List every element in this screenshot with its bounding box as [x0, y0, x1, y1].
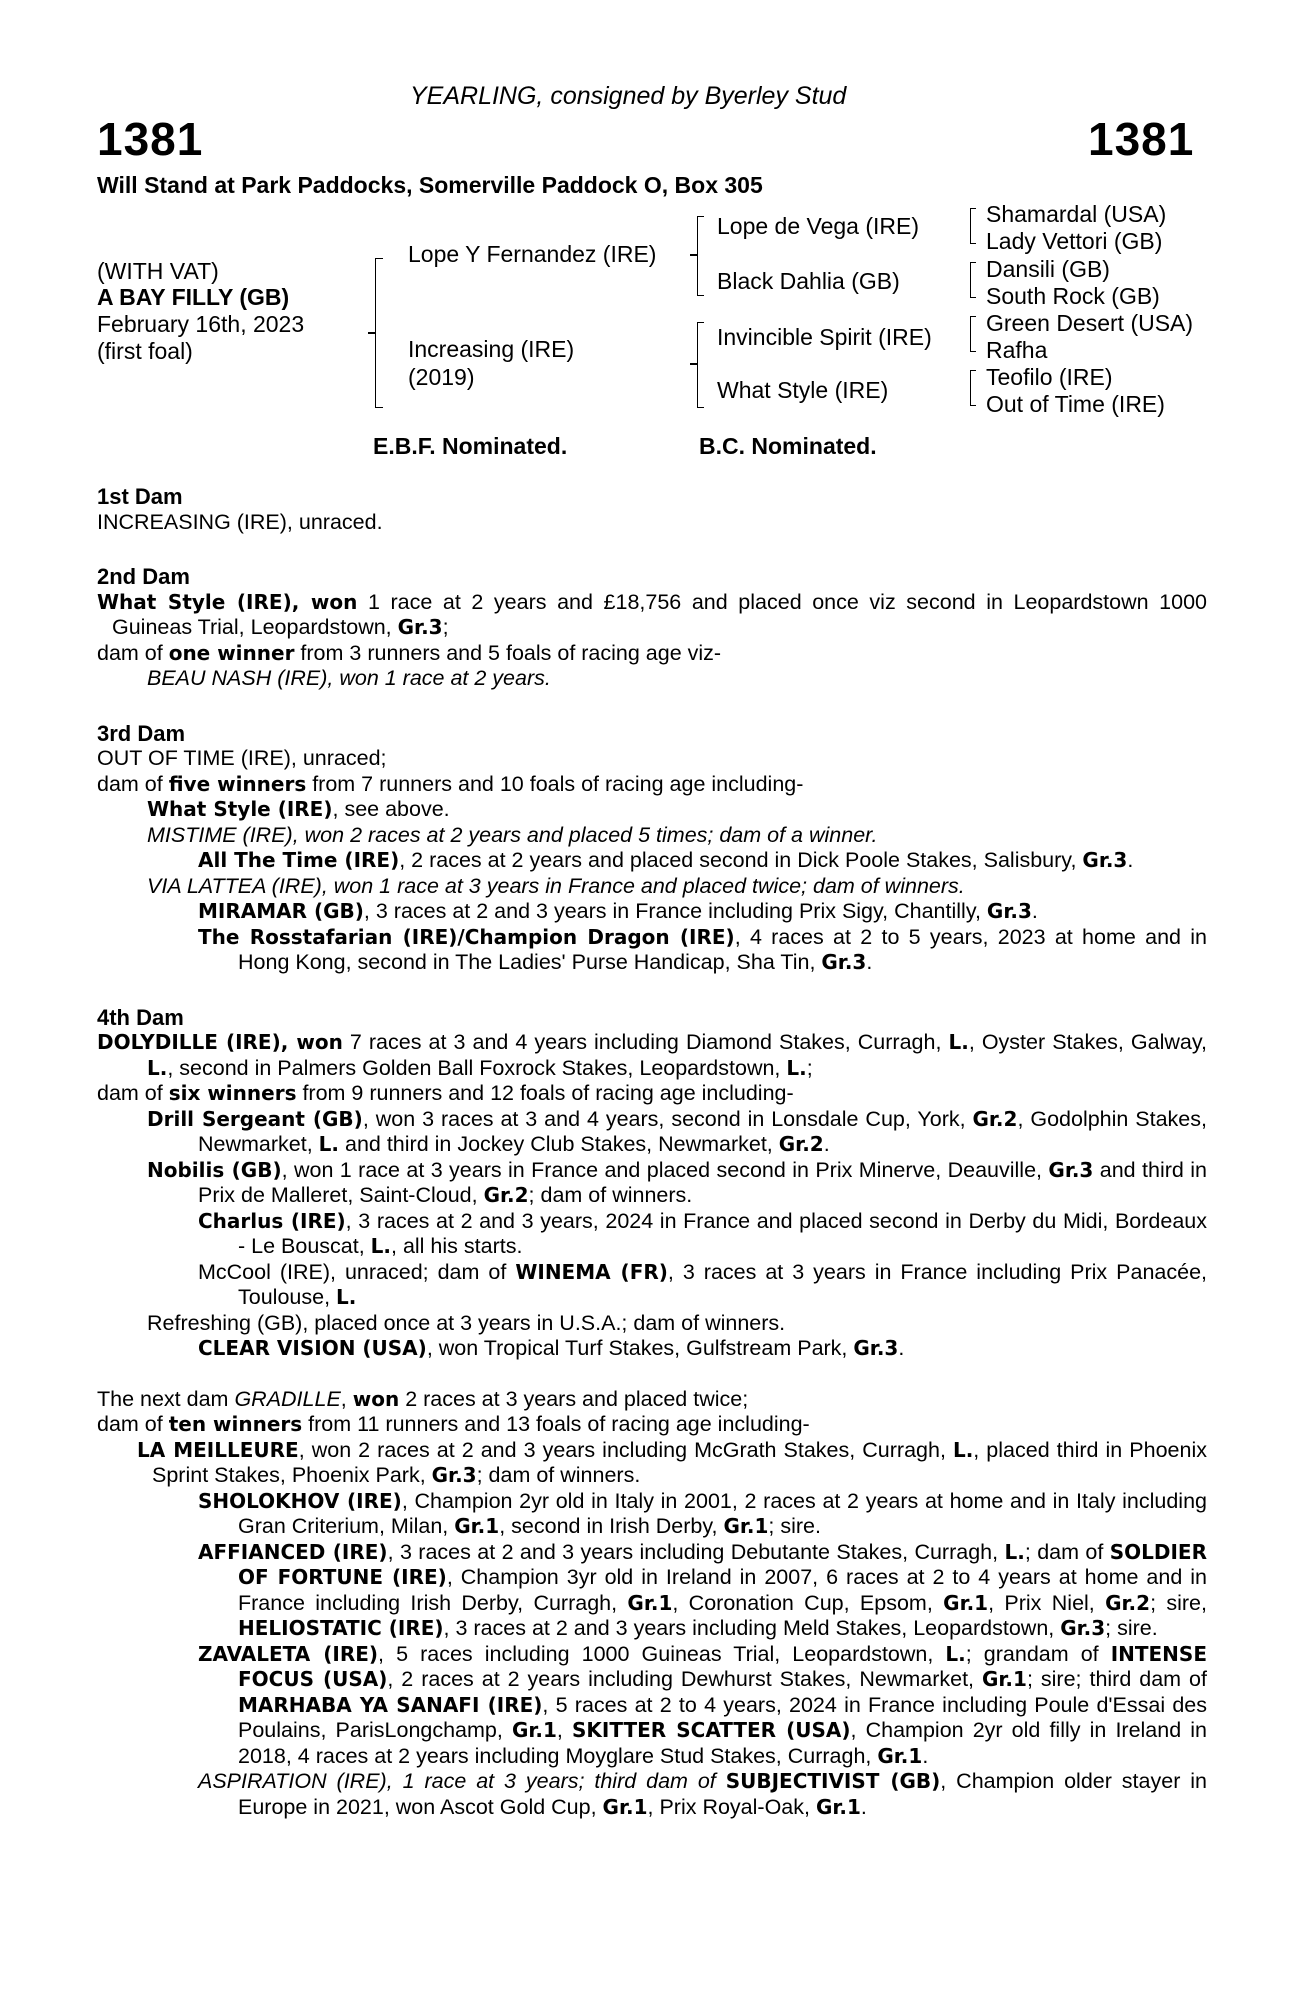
next-dam-produce: dam of ten winners from 11 runners and 13 foals of racing age including- [97, 1412, 810, 1436]
sire-sire: Lope de Vega (IRE) [717, 213, 920, 239]
dam-sire: Invincible Spirit (IRE) [717, 324, 932, 350]
next-dam-progeny-2: SHOLOKHOV (IRE), Champion 2yr old in Italy in 2001, 2 races at 2 years at home and in Italy including Gran Criterium, Milan, Gr.1, second in Irish Derby, Gr.1; sire. [198, 1488, 1207, 1538]
first-dam-line: INCREASING (IRE), unraced. [97, 509, 383, 534]
next-dam-progeny-3: AFFIANCED (IRE), 3 races at 2 and 3 years including Debutante Stakes, Curragh, L.; dam of SOLDIER OF FORTUNE (IRE), Champion 3yr old in Ireland in 2007, 6 races at 2 to 4 years at home and in France including Irish Derby, Curragh, Gr.1, Coronation Cup, Epsom, Gr.1, Prix Niel, Gr.2; sire, HELIOSTATIC (IRE), 3 races at 2 and 3 years including Meld Stakes, Leopardstown, Gr.3; sire. [198, 1539, 1208, 1640]
horse-foal-note: (first foal) [97, 338, 193, 364]
fourth-dam-progeny-5: Refreshing (GB), placed once at 3 years in U.S.A.; dam of winners. [147, 1310, 786, 1335]
pedigree-brace [375, 258, 383, 408]
fourth-dam-heading: 4th Dam [97, 1004, 184, 1030]
ggp-brace-1 [970, 208, 976, 244]
fourth-dam-progeny-3: Charlus (IRE), 3 races at 2 and 3 years, 2024 in France and placed second in Derby du Midi, Bordeaux - Le Bouscat, L., all his starts. [198, 1208, 1207, 1258]
fourth-dam-progeny-4: McCool (IRE), unraced; dam of WINEMA (FR), 3 races at 3 years in France including Prix Panacée, Toulouse, L. [198, 1259, 1207, 1309]
third-dam-progeny-5: MIRAMAR (GB), 3 races at 2 and 3 years in France including Prix Sigy, Chantilly, Gr.3. [198, 899, 1038, 923]
second-dam-progeny-1: BEAU NASH (IRE), won 1 race at 2 years. [147, 666, 551, 690]
next-dam-entry: The next dam GRADILLE, won 2 races at 3 years and placed twice; [97, 1386, 749, 1411]
fourth-dam-progeny-1: Drill Sergeant (GB), won 3 races at 3 and 4 years, second in Lonsdale Cup, York, Gr.2, Godolphin Stakes, Newmarket, L. and third in Jockey Club Stakes, Newmarket, Gr.2. [147, 1106, 1207, 1156]
fourth-dam-entry: DOLYDILLE (IRE), won 7 races at 3 and 4 years including Diamond Stakes, Curragh, L., Oyster Stakes, Galway, L., second in Palmers Golden Ball Foxrock Stakes, Leopardstown, L.; [97, 1030, 1208, 1080]
third-dam-progeny-2: MISTIME (IRE), won 2 races at 2 years and placed 5 times; dam of a winner. [147, 822, 878, 847]
ggp-2: Lady Vettori (GB) [986, 228, 1163, 254]
sire-brace-point [690, 254, 698, 256]
consignment-line: YEARLING, consigned by Byerley Stud [410, 82, 847, 110]
sire-brace [697, 216, 704, 296]
third-dam-progeny-3: All The Time (IRE), 2 races at 2 years and placed second in Dick Poole Stakes, Salisbury, Gr.3. [198, 848, 1134, 872]
ggp-8: Out of Time (IRE) [986, 391, 1165, 417]
next-dam-progeny-5: ASPIRATION (IRE), 1 race at 3 years; third dam of SUBJECTIVIST (GB), Champion older stayer in Europe in 2021, won Ascot Gold Cup, Gr.1, Prix Royal-Oak, Gr.1. [198, 1769, 1207, 1819]
next-dam-progeny-1: LA MEILLEURE, won 2 races at 2 and 3 years including McGrath Stakes, Curragh, L., placed third in Phoenix Sprint Stakes, Phoenix Park, Gr.3; dam of winners. [137, 1437, 1207, 1487]
dam-dam: What Style (IRE) [717, 377, 889, 403]
ebf-nomination: E.B.F. Nominated. [373, 433, 568, 459]
lot-number-right: 1381 [1088, 113, 1195, 165]
third-dam-line: OUT OF TIME (IRE), unraced; [97, 746, 387, 770]
second-dam-produce: dam of one winner from 3 runners and 5 foals of racing age viz- [97, 640, 722, 665]
dam-year: (2019) [408, 364, 475, 390]
dam-catalogue-text [97, 484, 1207, 1820]
ggp-brace-3 [970, 316, 976, 352]
first-dam-heading: 1st Dam [97, 484, 183, 509]
third-dam-progeny-4: VIA LATTEA (IRE), won 1 race at 3 years in France and placed twice; dam of winners. [147, 873, 965, 898]
dam-name: Increasing (IRE) [408, 336, 575, 362]
ggp-4: South Rock (GB) [986, 283, 1160, 309]
next-dam-progeny-4: ZAVALETA (IRE), 5 races including 1000 Guineas Trial, Leopardstown, L.; grandam of INTENSE FOCUS (USA), 2 races at 2 years including Dewhurst Stakes, Newmarket, Gr.1; sire; third dam of MARHABA YA SANAFI (IRE), 5 races at 2 to 4 years, 2024 in France including Poule d'Essai des Poulains, ParisLongchamp, Gr.1, SKITTER SCATTER (USA), Champion 2yr old filly in Ireland in 2018, 4 races at 2 years including Moyglare Stud Stakes, Curragh, Gr.1. [198, 1641, 1208, 1768]
dam-brace-point [690, 363, 698, 365]
ggp-5: Green Desert (USA) [986, 310, 1194, 336]
stand-location: Will Stand at Park Paddocks, Somerville Paddock O, Box 305 [97, 172, 763, 198]
sire-name: Lope Y Fernandez (IRE) [408, 241, 657, 267]
third-dam-heading: 3rd Dam [97, 720, 186, 746]
fourth-dam-progeny-2: Nobilis (GB), won 1 race at 3 years in France and placed second in Prix Minerve, Deauville, Gr.3 and third in Prix de Malleret, Saint-Cloud, Gr.2; dam of winners. [147, 1157, 1207, 1207]
horse-dob: February 16th, 2023 [97, 311, 305, 337]
ggp-3: Dansili (GB) [986, 256, 1110, 282]
vat-note: (WITH VAT) [97, 258, 219, 284]
ggp-1: Shamardal (USA) [986, 201, 1167, 227]
horse-name: A BAY FILLY (GB) [97, 284, 290, 310]
ggp-7: Teofilo (IRE) [986, 364, 1113, 390]
third-dam-progeny-6: The Rosstafarian (IRE)/Champion Dragon (IRE), 4 races at 2 to 5 years, 2023 at home and in Hong Kong, second in The Ladies' Purse Handicap, Sha Tin, Gr.3. [198, 924, 1207, 974]
dam-brace [697, 322, 704, 408]
third-dam-progeny-1: What Style (IRE), see above. [147, 797, 450, 821]
fourth-dam-produce: dam of six winners from 9 runners and 12 foals of racing age including- [97, 1081, 794, 1105]
fourth-dam-progeny-6: CLEAR VISION (USA), won Tropical Turf Stakes, Gulfstream Park, Gr.3. [198, 1336, 905, 1360]
second-dam-heading: 2nd Dam [97, 564, 190, 589]
pedigree-brace-point [368, 332, 376, 334]
second-dam-entry: What Style (IRE), won 1 race at 2 years and £18,756 and placed once viz second in Leopardstown 1000 Guineas Trial, Leopardstown, Gr.3; [97, 589, 1207, 639]
third-dam-produce: dam of five winners from 7 runners and 10 foals of racing age including- [97, 771, 804, 796]
bc-nomination: B.C. Nominated. [699, 433, 877, 459]
sire-dam: Black Dahlia (GB) [717, 268, 900, 294]
ggp-6: Rafha [986, 337, 1048, 363]
ggp-brace-4 [970, 370, 976, 406]
ggp-brace-2 [970, 262, 976, 298]
lot-number-left: 1381 [97, 113, 204, 165]
